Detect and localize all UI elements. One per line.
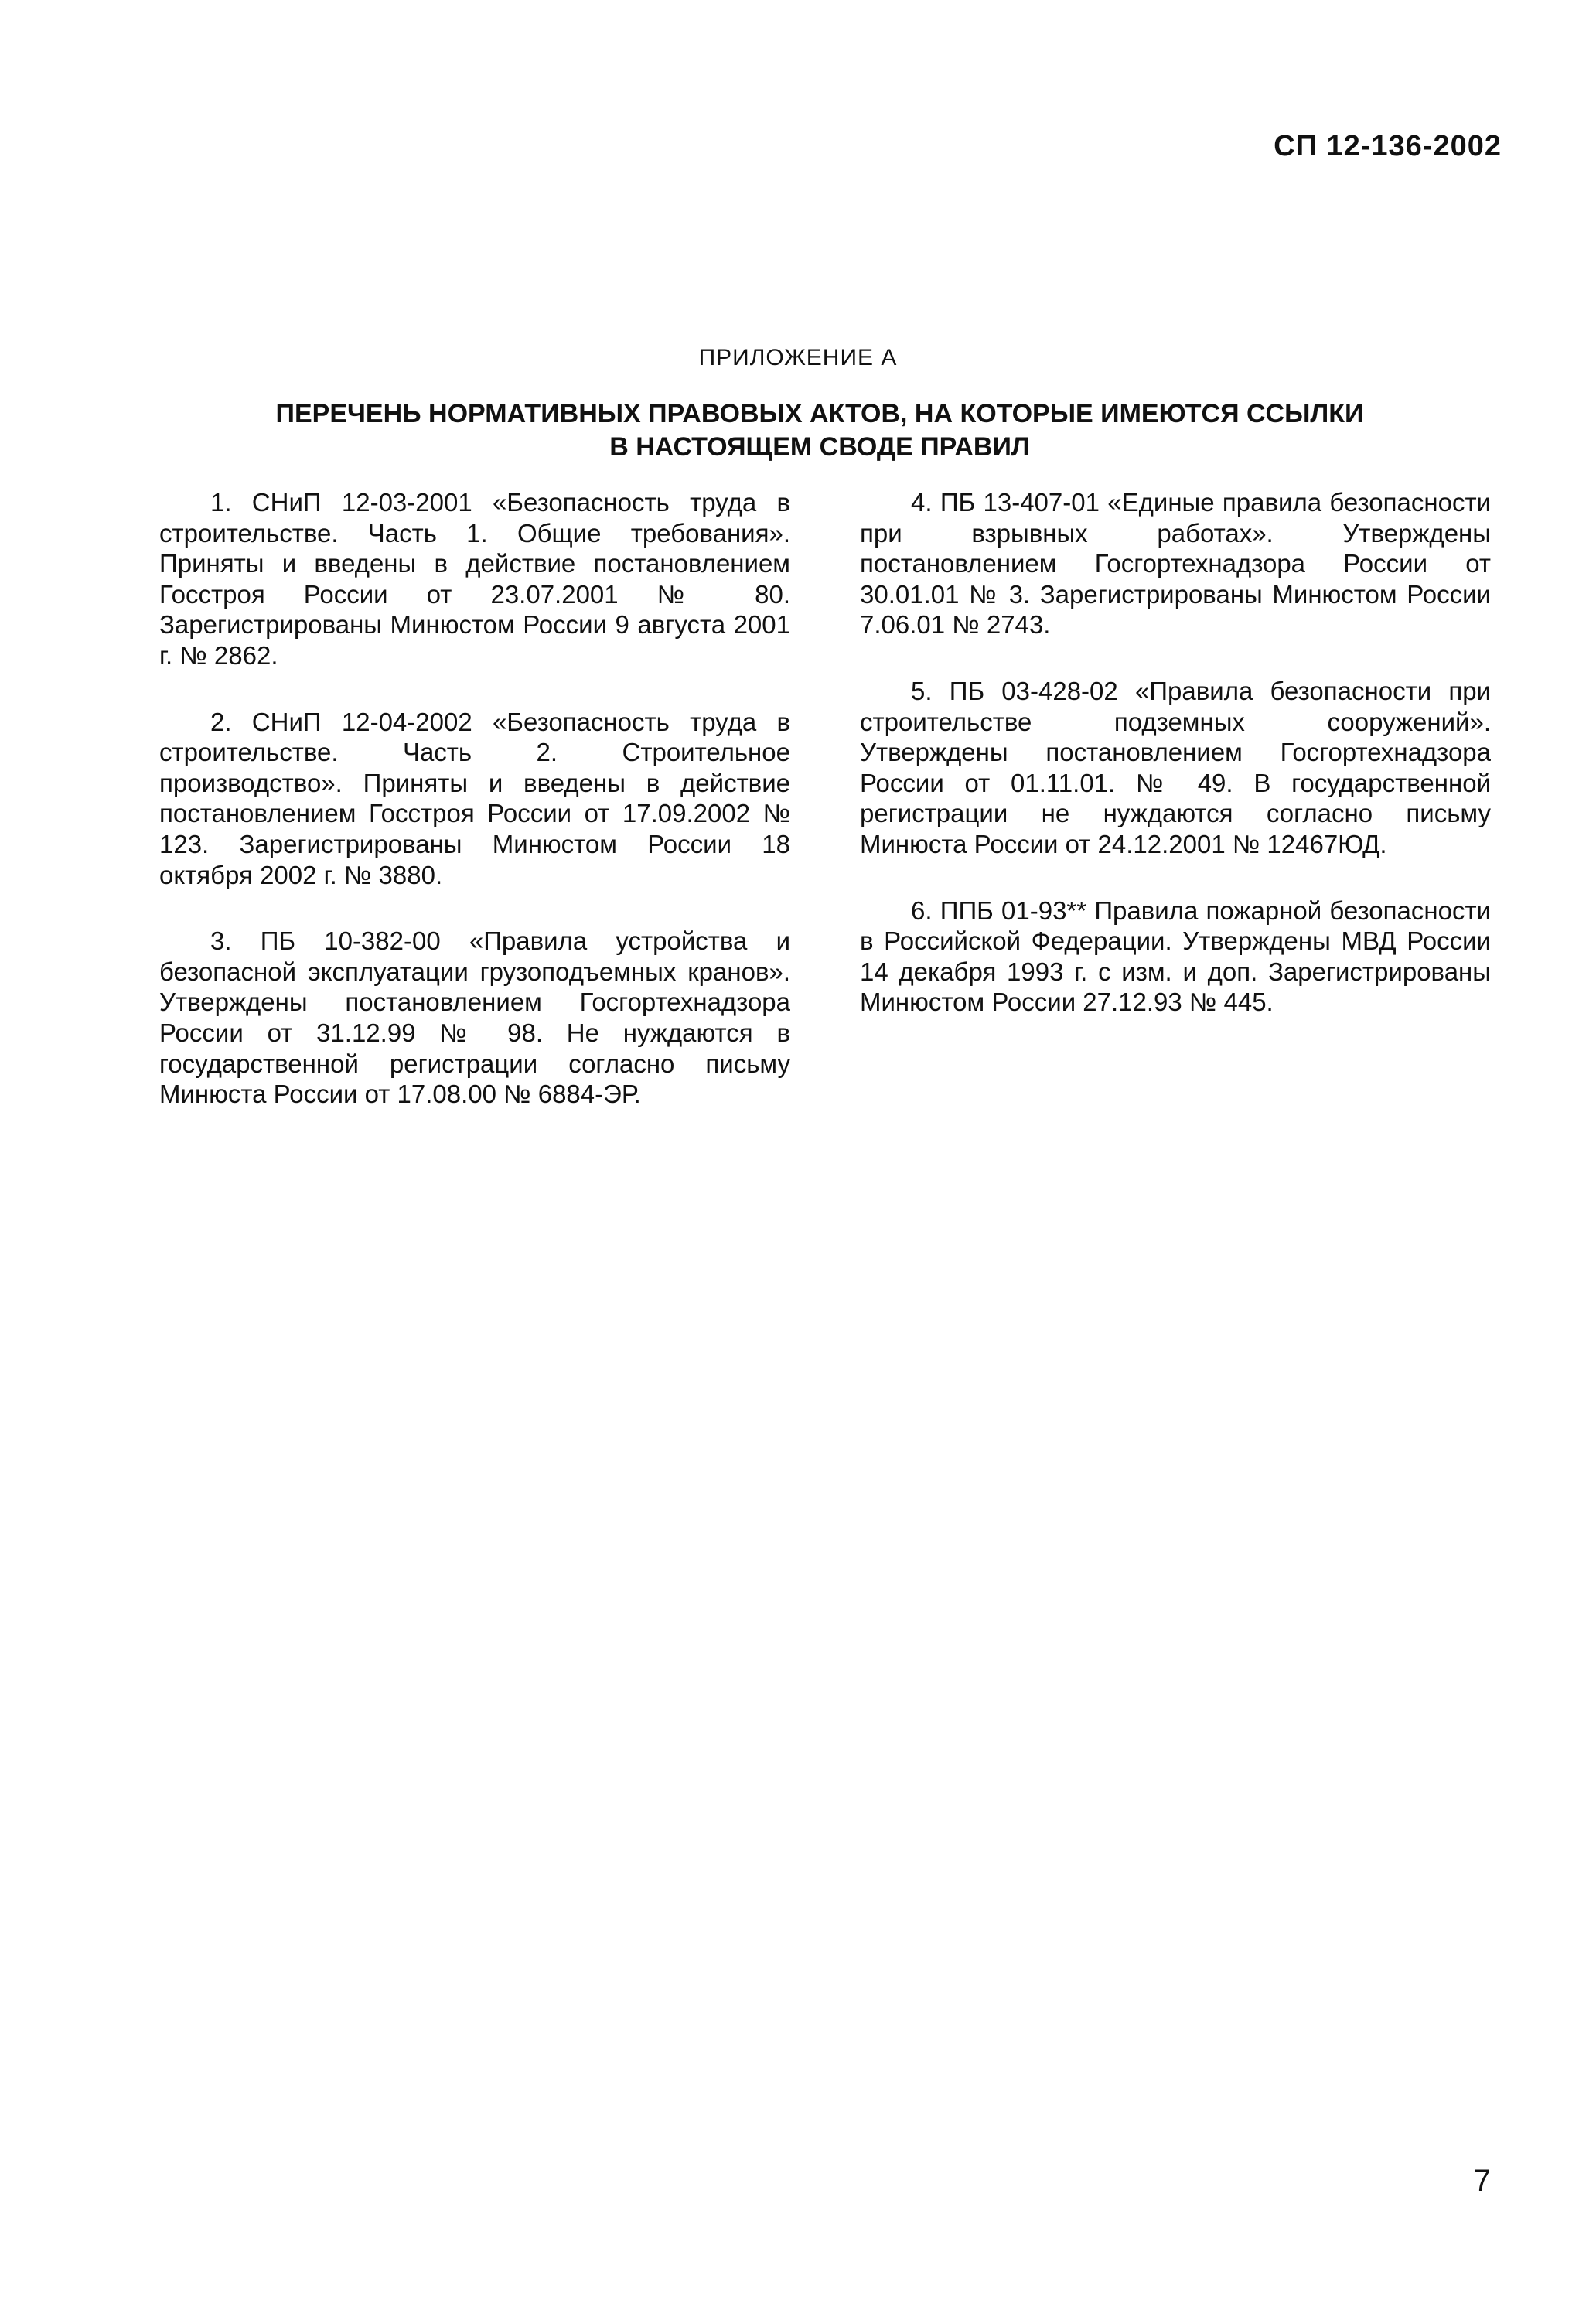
list-item: 3. ПБ 10-382-00 «Правила устройства и безопасной эксплуатации грузоподъемных кранов». Утверждены постановлением Госгортехнадзора России от 31.12.99 № 98. Не нуждаются в государственной регистрации согласно письму Минюста России от 17.08.00 № 6884-ЭР.	[159, 926, 790, 1109]
document-code: СП 12-136-2002	[1274, 130, 1502, 162]
page-number: 7	[1473, 2164, 1491, 2198]
page-title	[193, 397, 1446, 463]
list-item: 2. СНиП 12-04-2002 «Безопасность труда в строительстве. Часть 2. Строительное производство». Приняты и введены в действие постановлением Госстроя России от 17.09.2002 № 123. Зарегистрированы Минюстом России 18 октября 2002 г. № 3880.	[159, 707, 790, 889]
list-item: 4. ПБ 13-407-01 «Единые правила безопасности при взрывных работах». Утверждены постановлением Госгортехнадзора России от 30.01.01 № 3. Зарегистрированы Минюстом России 7.06.01 № 2743.	[860, 488, 1491, 640]
list-item: 5. ПБ 03-428-02 «Правила безопасности при строительстве подземных сооружений». Утверждены постановлением Госгортехнадзора России от 01.11.01. № 49. В государственной регистрации не нуждаются согласно письму Минюста России от 24.12.2001 № 12467ЮД.	[860, 676, 1491, 858]
title-line-1: ПЕРЕЧЕНЬ НОРМАТИВНЫХ ПРАВОВЫХ АКТОВ, НА КОТОРЫЕ ИМЕЮТСЯ ССЫЛКИ	[275, 399, 1364, 428]
title-line-2: В НАСТОЯЩЕМ СВОДЕ ПРАВИЛ	[609, 432, 1030, 462]
appendix-label: ПРИЛОЖЕНИЕ А	[698, 345, 898, 370]
list-item: 6. ППБ 01-93** Правила пожарной безопасности в Российской Федерации. Утверждены МВД России 14 декабря 1993 г. с изм. и доп. Зарегистрированы Минюстом России 27.12.93 № 445.	[860, 896, 1491, 1017]
left-column	[159, 487, 790, 1145]
list-item: 1. СНиП 12-03-2001 «Безопасность труда в строительстве. Часть 1. Общие требования». Приняты и введены в действие постановлением Госстроя России от 23.07.2001 № 80. Зарегистрированы Минюстом России 9 августа 2001 г. № 2862.	[159, 488, 790, 670]
right-column	[860, 487, 1491, 1053]
